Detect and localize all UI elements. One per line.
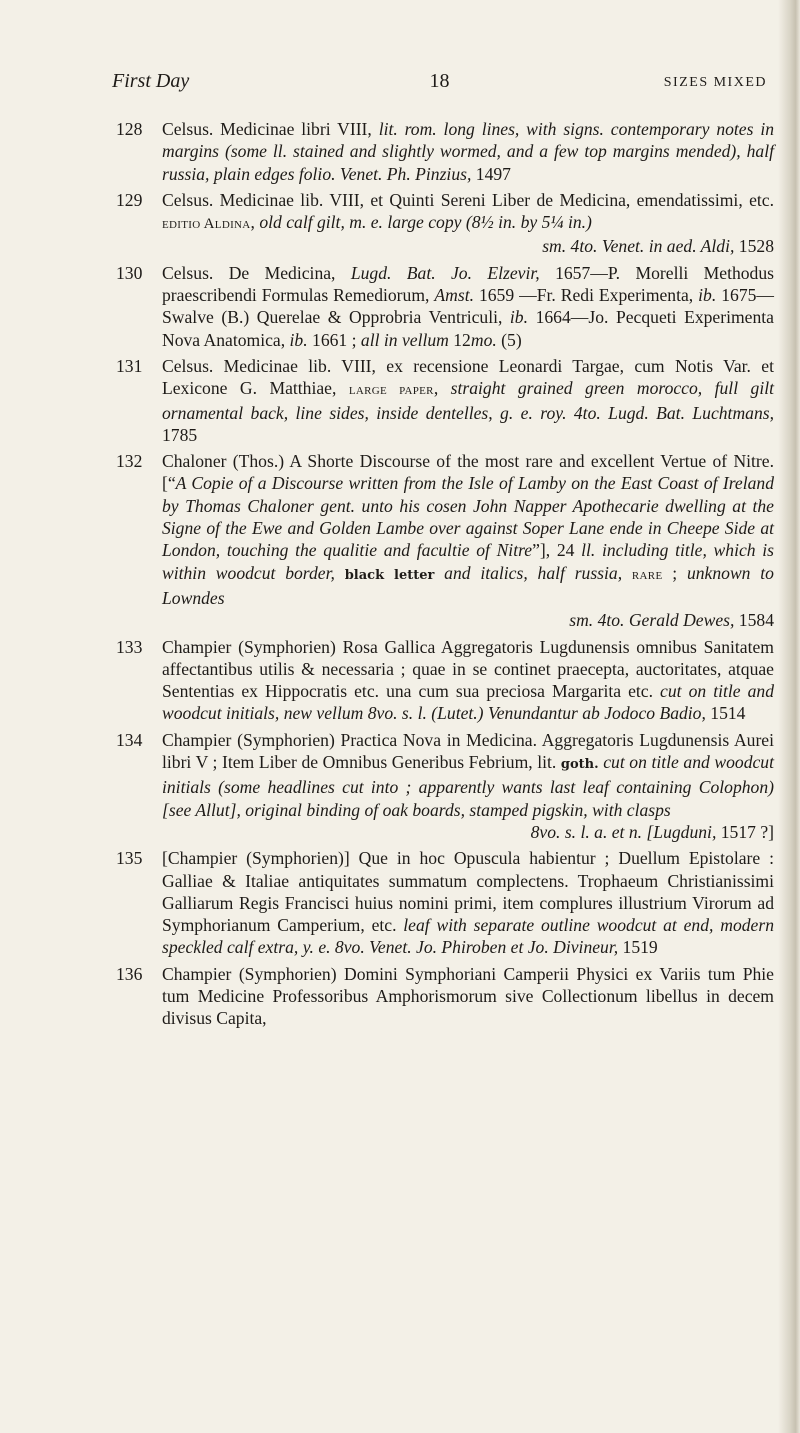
entry-text-segment: 1514: [705, 703, 746, 724]
catalogue-entry: [116, 118, 774, 185]
entry-text-segment: sm. 4to. Gerald Dewes,: [569, 610, 735, 631]
entry-text-segment: Champier (Symphorien) Practica Nova in Medicina. Aggregatoris Lugdunensis Aurei libri V ; Item Liber de Omnibus Generibus Febrium, lit.: [162, 729, 774, 773]
entry-text-segment: ib.: [698, 285, 717, 306]
page-number: 18: [429, 70, 450, 92]
entry-text-segment: editio Aldina: [162, 216, 251, 233]
entry-text-segment: [Champier (Symphorien)] Que in hoc Opuscula habientur ; Duellum Epistolare : Galliae & Italiae antiquitates summatum complectens. Trophaeum Christianissimi Galliarum Regis Francisci huius nomini primi, item complures illustrium Virorum ad Symphorianum Camperium, etc.: [162, 848, 774, 936]
imprint-line: [162, 821, 774, 843]
entry-text-segment: unknown to Lowndes: [162, 562, 774, 608]
entry-text-segment: goth.: [560, 757, 599, 773]
lot-description: [162, 729, 774, 843]
entry-text-segment: large paper: [348, 382, 434, 399]
entry-text-segment: Celsus. Medicinae lib. VIII, et Quinti Sereni Liber de Medicina, emendatissimi, etc.: [162, 189, 774, 210]
catalogue-entry: [116, 963, 774, 1030]
catalogue-entry: [116, 450, 774, 631]
entry-text-segment: Celsus. Medicinae lib. VIII, ex recensione Leonardi Targae, cum Notis Var. et Lexicone G. Matthiae,: [162, 355, 774, 399]
entry-text-segment: Champier (Symphorien) Rosa Gallica Aggregatoris Lugdunensis omnibus Sanitatem affectantibus utilis & necessaria ; quae in se continet praecepta, auctoritates, atquae Sententias ex Hippocratis etc. una cum sua preciosa Margarita etc.: [162, 636, 774, 702]
entry-text-segment: cut on title and woodcut initials, new vellum 8vo. s. l. (Lutet.) Venundantur ab Jodoco Badio,: [162, 681, 774, 724]
imprint-line: [162, 609, 774, 631]
entry-text-segment: all in vellum: [360, 329, 449, 350]
lot-description: [162, 118, 774, 185]
lot-number: 132: [116, 451, 143, 472]
lot-number: 128: [116, 119, 143, 139]
lot-number: 136: [116, 963, 143, 984]
entry-text-segment: lit. rom. long lines, with signs. contemporary notes in margins (some ll. stained and slightly wormed, and a few top margins mended), half russia, plain edges: [162, 119, 774, 184]
catalogue-entry: [116, 636, 774, 725]
entry-text-segment: 1584: [734, 610, 774, 631]
catalogue-entries: [116, 118, 774, 1034]
entry-text-segment: Amst.: [434, 285, 474, 306]
entry-text-segment: leaf with separate outline woodcut at end, modern speckled calf extra, y. e. 8vo. Venet. Jo. Phiroben et Jo. Divineur,: [162, 915, 774, 958]
catalogue-entry: [116, 847, 774, 958]
entry-text-segment: cut on title and woodcut initials (some headlines cut into ; apparently wants last leaf containing Colophon) [see Allut], original binding of oak boards, stamped pigskin, with clasps: [162, 752, 774, 820]
entry-text-segment: ll. including title, which is within woodcut border,: [162, 540, 774, 583]
entry-text-segment: mo.: [470, 329, 497, 350]
entry-text-segment: 1519: [618, 937, 658, 958]
entry-text-segment: 1675—Swalve (B.) Querelae & Opprobria Ventriculi,: [162, 285, 775, 328]
entry-text-segment: 12: [448, 329, 471, 350]
entry-text-segment: (5): [496, 329, 522, 350]
entry-text-segment: 1664—Jo. Pecqueti Experimenta Nova Anatomica,: [162, 307, 774, 350]
catalogue-entry: [116, 355, 774, 446]
catalogue-entry: [116, 729, 774, 843]
entry-text-segment: sm. 4to. Venet. in aed. Aldi,: [542, 236, 735, 257]
entry-text-segment: ;: [662, 562, 687, 583]
running-header: [112, 70, 767, 100]
entry-text-segment: ib.: [509, 307, 529, 328]
entry-text-segment: [434, 563, 444, 583]
entry-text-segment: Lugd. Bat. Jo. Elzevir,: [350, 262, 540, 283]
entry-text-segment: Chaloner (Thos.) A Shorte Discourse of the most rare and excellent Vertue of Nitre. [“: [162, 451, 774, 494]
lot-description: [162, 847, 774, 958]
entry-text-segment: ,: [433, 378, 451, 399]
catalogue-entry: [116, 189, 774, 258]
lot-number: 131: [116, 355, 143, 376]
lot-description: [162, 262, 774, 351]
entry-text-segment: old calf gilt, m. e. large copy (8½ in. by 5¼ in.): [259, 212, 592, 233]
entry-text-segment: rare: [631, 566, 663, 583]
entry-text-segment: straight grained green morocco, full gilt ornamental back, line sides, inside dentelles, g. e. roy. 4to. Lugd. Bat. Luchtmans,: [162, 378, 774, 423]
lot-number: 129: [116, 189, 143, 210]
lot-description: [162, 450, 774, 631]
entry-text-segment: Champier (Symphorien) Domini Symphoriani Camperii Physici ex Variis tum Phie tum Medicine Professoribus Amphorismorum sive Collectionum libellus in decem divisus Capita,: [162, 963, 774, 1029]
entry-text-segment: 1497: [471, 163, 511, 184]
entry-text-segment: Celsus. Medicinae libri VIII,: [162, 119, 379, 139]
imprint-line: [162, 235, 774, 257]
lot-description: [162, 355, 774, 446]
entry-text-segment: ib.: [289, 329, 308, 350]
entry-text-segment: 1785: [162, 424, 198, 445]
lot-number: 130: [116, 262, 143, 283]
entry-text-segment: 1659 —Fr. Redi Experimenta,: [473, 285, 699, 306]
lot-number: 134: [116, 729, 143, 750]
entry-text-segment: black letter: [344, 567, 435, 583]
page-edge-shadow: [778, 0, 800, 1433]
lot-description: [162, 636, 774, 725]
entry-text-segment: 1517 ?]: [716, 821, 774, 842]
lot-description: [162, 189, 774, 258]
lot-number: 135: [116, 848, 143, 869]
entry-text-segment: A Copie of a Discourse written from the Isle of Lamby on the East Coast of Ireland by Thomas Chaloner gent. unto his cosen John Napper Apothecarie dwelling at the Signe of the Ewe and Golden Lambe over against Soper Lane ende in Cheepe Side at London, touching the qualitie and facultie of Nitre: [162, 473, 774, 561]
header-section-label: SIZES MIXED: [663, 75, 767, 90]
lot-number: 133: [116, 636, 143, 657]
entry-text-segment: 1661 ;: [307, 329, 361, 350]
header-day-label: First Day: [112, 70, 190, 92]
entry-text-segment: Celsus. De Medicina,: [162, 262, 351, 283]
entry-text-segment: and italics, half russia,: [444, 562, 623, 583]
entry-text-segment: 8vo. s. l. a. et n. [Lugduni,: [530, 821, 717, 842]
entry-text-segment: [335, 563, 345, 583]
entry-text-segment: ”], 24: [532, 540, 582, 561]
catalogue-entry: [116, 262, 774, 351]
entry-text-segment: ,: [250, 212, 260, 233]
entry-text-segment: 1657—P. Morelli Methodus praescribendi Formulas Remediorum,: [162, 262, 775, 306]
entry-text-segment: folio. Venet. Ph. Pinzius,: [298, 163, 472, 184]
entry-text-segment: [622, 563, 632, 583]
lot-description: [162, 963, 774, 1030]
entry-text-segment: 1528: [734, 236, 774, 257]
